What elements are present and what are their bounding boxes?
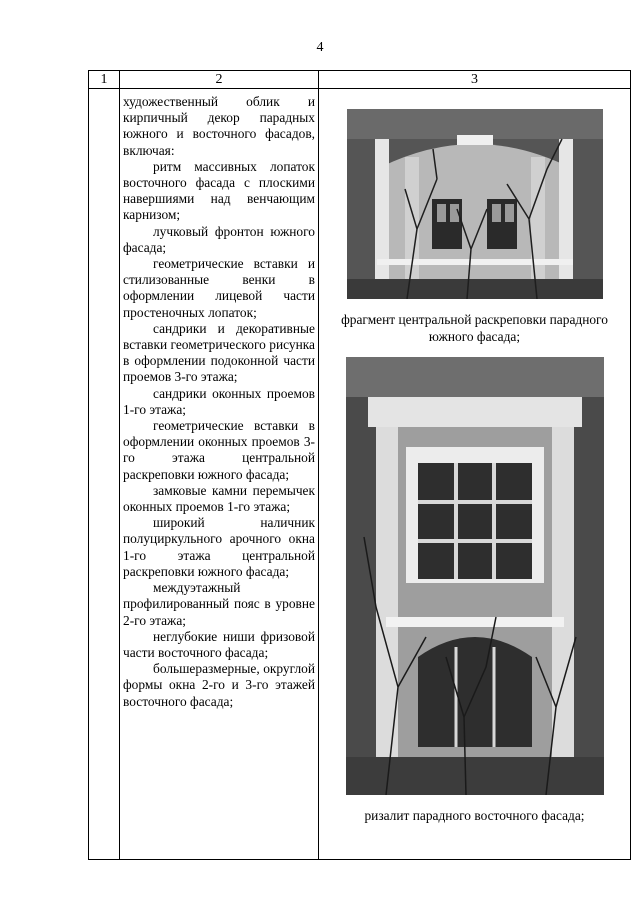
list-item: ритм массивных лопаток восточного фасада с плоскими навершиями над венчающим карнизом; [123, 158, 315, 223]
table-body-row [89, 89, 631, 860]
table-header-row [89, 71, 631, 89]
list-item: широкий наличник полуциркульного арочного окна 1-го этажа центральной раскреповки южного фасада; [123, 515, 315, 579]
list-item: сандрики оконных проемов 1-го этажа; [123, 385, 315, 417]
list-item: геометрические вставки в оформлении оконных проемов 3-го этажа центральной раскреповки южного фасада; [123, 418, 315, 482]
list-item: замковые камни перемычек оконных проемов 1-го этажа; [123, 482, 315, 515]
empty-index-cell [89, 89, 120, 860]
header-col-2: 2 [120, 71, 319, 89]
photo-caption-east: ризалит парадного восточного фасада; [364, 808, 585, 823]
list-item: лучковый фронтон южного фасада; [123, 223, 315, 255]
header-col-3: 3 [319, 71, 631, 89]
list-item: большеразмерные, округлой формы окна 2-го и 3-го этажей восточного фасада; [123, 661, 315, 709]
description-cell [120, 89, 319, 860]
facade-photo-east [346, 357, 604, 795]
list-item: сандрики и декоративные вставки геометрического рисунка в оформлении подоконной части проемов 3-го этажа; [123, 320, 315, 385]
page-number: 4 [316, 40, 324, 55]
list-item: междуэтажный профилированный пояс в уровне 2-го этажа; [123, 580, 315, 628]
header-col-1: 1 [89, 71, 120, 89]
photo-caption-south: фрагмент центральной раскреповки парадного южного фасада; [341, 312, 608, 344]
list-item: геометрические вставки и стилизованные венки в оформлении лицевой части простеночных лопаток; [123, 256, 315, 320]
monument-table [88, 70, 631, 860]
description-intro: художественный облик и кирпичный декор парадных южного и восточного фасадов, включая: [123, 94, 315, 158]
photo-cell [319, 89, 631, 860]
list-item: неглубокие ниши фризовой части восточного фасада; [123, 628, 315, 660]
facade-photo-south [347, 109, 603, 299]
